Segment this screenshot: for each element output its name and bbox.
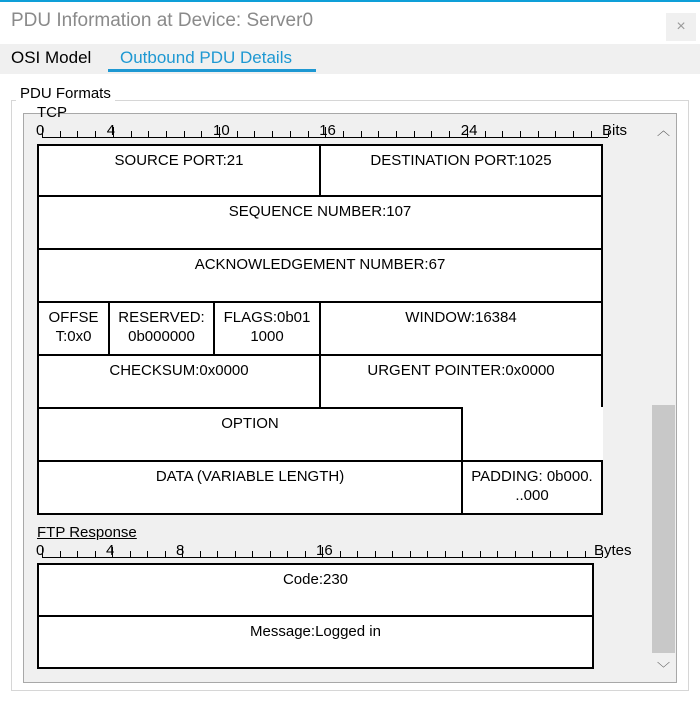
offset-cell: OFFSE T:0x0 bbox=[37, 301, 110, 356]
ruler-tick bbox=[480, 551, 481, 557]
ruler-tick bbox=[538, 131, 539, 137]
ruler-label: 0 bbox=[36, 542, 45, 559]
ruler-tick bbox=[147, 551, 148, 557]
ruler-tick bbox=[235, 551, 236, 557]
ruler-tick bbox=[217, 551, 218, 557]
ruler-tick bbox=[95, 131, 96, 137]
scroll-down-button[interactable] bbox=[651, 656, 676, 678]
ruler-label: 24 bbox=[460, 122, 478, 139]
ftp-code-cell: Code:230 bbox=[37, 563, 594, 617]
ruler-tick bbox=[462, 551, 463, 557]
ruler-tick bbox=[502, 131, 503, 137]
ack-number-cell: ACKNOWLEDGEMENT NUMBER:67 bbox=[37, 248, 603, 303]
close-icon: × bbox=[676, 18, 686, 35]
chevron-up-icon: ︿ bbox=[656, 122, 670, 138]
window-title: PDU Information at Device: Server0 bbox=[11, 10, 314, 31]
flags-cell: FLAGS:0b01 1000 bbox=[213, 301, 321, 356]
ruler-tick bbox=[252, 551, 253, 557]
ruler-tick bbox=[532, 551, 533, 557]
ruler-tick bbox=[60, 131, 61, 137]
ruler-tick bbox=[550, 551, 551, 557]
ruler-tick bbox=[497, 551, 498, 557]
ruler-tick bbox=[165, 551, 166, 557]
ruler-tick bbox=[305, 551, 306, 557]
ruler-tick bbox=[201, 131, 202, 137]
tcp-bit-ruler bbox=[24, 114, 651, 144]
scroll-up-button[interactable] bbox=[651, 118, 676, 140]
ruler-tick bbox=[340, 551, 341, 557]
ruler-tick bbox=[131, 131, 132, 137]
ruler-tick bbox=[392, 551, 393, 557]
source-port-cell: SOURCE PORT:21 bbox=[37, 144, 321, 197]
tab-strip bbox=[0, 44, 700, 74]
ruler-tick bbox=[148, 131, 149, 137]
ruler-tick bbox=[60, 551, 61, 557]
option-cell: OPTION bbox=[37, 407, 463, 462]
ruler-tick bbox=[414, 131, 415, 137]
ruler-tick bbox=[272, 131, 273, 137]
ruler-label: 10 bbox=[213, 122, 230, 139]
ruler-tick bbox=[95, 551, 96, 557]
ruler-tick bbox=[287, 551, 288, 557]
ftp-byte-ruler bbox=[24, 534, 651, 564]
ruler-label: 8 bbox=[176, 542, 185, 559]
ruler-tick bbox=[290, 131, 291, 137]
ruler-tick bbox=[237, 131, 238, 137]
ruler-tick bbox=[184, 131, 185, 137]
window-cell: WINDOW:16384 bbox=[319, 301, 603, 356]
ruler-tick bbox=[449, 131, 450, 137]
active-tab-indicator bbox=[108, 69, 316, 72]
urgent-pointer-cell: URGENT POINTER:0x0000 bbox=[319, 354, 603, 409]
ruler-tick bbox=[378, 131, 379, 137]
ruler-tick bbox=[396, 131, 397, 137]
ruler-tick bbox=[375, 551, 376, 557]
window-top-accent bbox=[0, 0, 700, 2]
ftp-response-heading: FTP Response bbox=[37, 524, 137, 541]
ruler-tick bbox=[445, 551, 446, 557]
ruler-label: 16 bbox=[319, 122, 336, 139]
ruler-tick bbox=[427, 551, 428, 557]
ruler-label: 0 bbox=[36, 122, 45, 139]
ruler-tick bbox=[166, 131, 167, 137]
close-button[interactable] bbox=[666, 13, 696, 41]
ftp-message-cell: Message:Logged in bbox=[37, 615, 594, 669]
ruler-label: 4 bbox=[106, 122, 116, 139]
padding-cell: PADDING: 0b000. ..000 bbox=[461, 460, 603, 515]
tcp-heading: TCP bbox=[37, 104, 67, 121]
ruler-tick bbox=[591, 131, 592, 137]
ruler-tick bbox=[77, 131, 78, 137]
ruler-tick bbox=[585, 551, 586, 557]
ruler-unit-label: Bytes bbox=[594, 542, 632, 559]
group-title: PDU Formats bbox=[16, 85, 115, 102]
chevron-down-icon: ﹀ bbox=[656, 660, 670, 676]
ruler-tick bbox=[410, 551, 411, 557]
option-padding-blank bbox=[461, 407, 603, 461]
option-divider bbox=[461, 407, 463, 462]
destination-port-cell: DESTINATION PORT:1025 bbox=[319, 144, 603, 197]
ruler-tick bbox=[431, 131, 432, 137]
ruler-tick bbox=[200, 551, 201, 557]
sequence-number-cell: SEQUENCE NUMBER:107 bbox=[37, 195, 603, 250]
reserved-cell: RESERVED: 0b000000 bbox=[108, 301, 215, 356]
ruler-unit-label: Bits bbox=[602, 122, 628, 139]
pdu-viewport bbox=[24, 104, 651, 682]
ruler-tick bbox=[308, 131, 309, 137]
ruler-tick bbox=[555, 131, 556, 137]
tab-outbound-pdu-details[interactable]: Outbound PDU Details bbox=[120, 48, 292, 67]
ruler-label: 4 bbox=[106, 542, 115, 559]
ruler-tick bbox=[515, 551, 516, 557]
ruler-tick bbox=[567, 551, 568, 557]
checksum-cell: CHECKSUM:0x0000 bbox=[37, 354, 321, 409]
ruler-tick bbox=[520, 131, 521, 137]
tab-osi-model[interactable]: OSI Model bbox=[11, 48, 92, 67]
ruler-tick bbox=[254, 131, 255, 137]
ruler-tick bbox=[573, 131, 574, 137]
scrollbar-thumb[interactable] bbox=[652, 405, 675, 653]
ruler-tick bbox=[361, 131, 362, 137]
ruler-tick bbox=[130, 551, 131, 557]
ruler-tick bbox=[485, 131, 486, 137]
ruler-label: 16 bbox=[316, 542, 333, 559]
ruler-tick bbox=[270, 551, 271, 557]
ruler-tick bbox=[343, 131, 344, 137]
ruler-tick bbox=[357, 551, 358, 557]
ruler-tick bbox=[77, 551, 78, 557]
data-cell: DATA (VARIABLE LENGTH) bbox=[37, 460, 463, 515]
